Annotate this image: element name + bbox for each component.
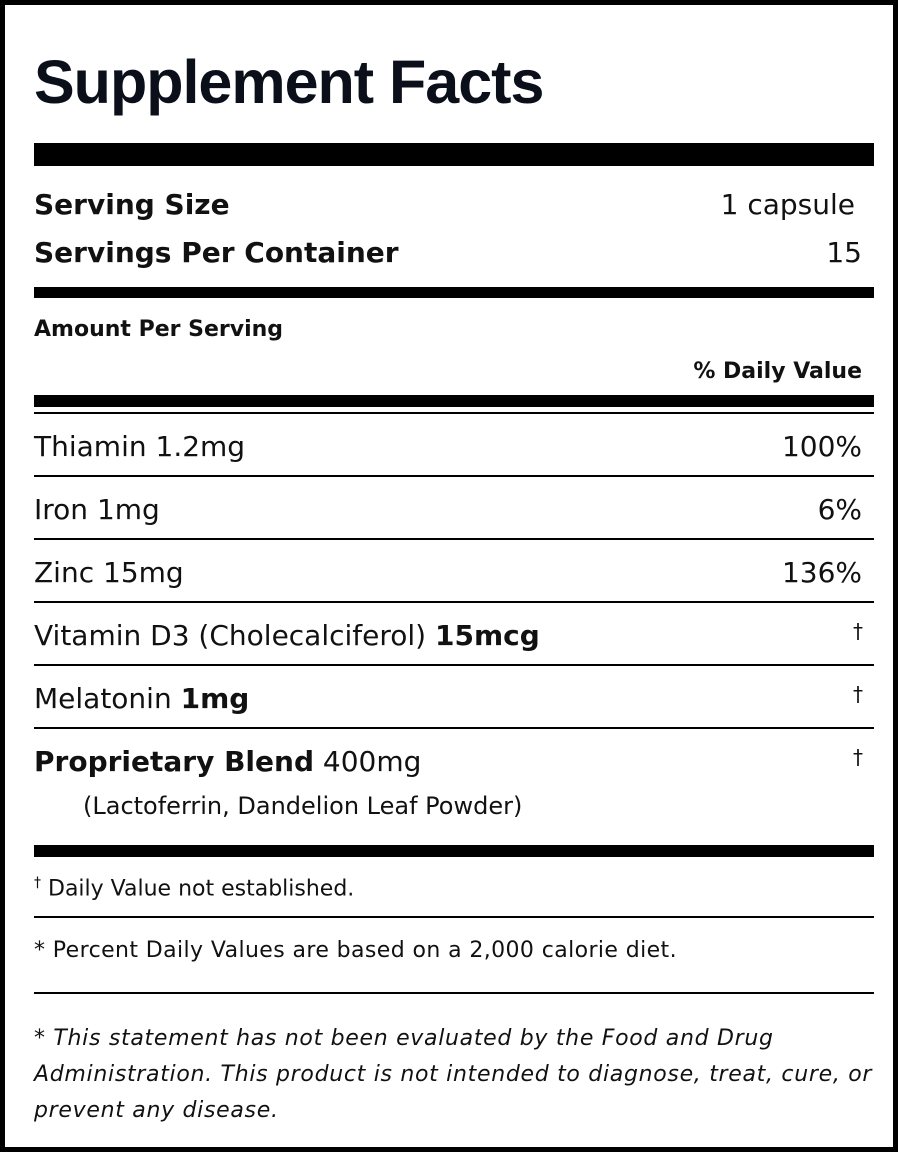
serving-size-label: Serving Size	[34, 188, 230, 221]
row-divider	[34, 475, 874, 477]
nutrient-amount: 1.2mg	[155, 430, 246, 463]
daily-value-header: % Daily Value	[693, 359, 862, 384]
row-divider	[34, 727, 874, 729]
nutrient-row-melatonin	[34, 682, 249, 715]
dagger-mark: †	[853, 682, 863, 706]
thick-divider	[34, 143, 874, 166]
blend-ingredients: (Lactoferrin, Dandelion Leaf Powder)	[83, 792, 523, 820]
row-divider	[34, 538, 874, 540]
nutrient-dv-iron: 6%	[817, 493, 862, 526]
nutrient-row-iron	[34, 493, 160, 526]
dagger-mark: †	[853, 619, 863, 643]
blend-row	[34, 745, 421, 778]
nutrient-amount: 15mcg	[435, 619, 540, 652]
nutrient-row-zinc	[34, 556, 184, 589]
nutrient-amount: 1mg	[180, 682, 250, 715]
header-divider	[34, 395, 874, 407]
servings-per-container-value: 15	[826, 236, 862, 269]
dagger-footnote-text: Daily Value not established.	[48, 876, 355, 902]
amount-per-serving: Amount Per Serving	[34, 317, 284, 342]
serving-size-value: 1 capsule	[720, 188, 855, 221]
nutrient-name: Melatonin	[34, 682, 172, 715]
medium-divider	[34, 287, 874, 298]
nutrient-row-vitamin-d3	[34, 619, 540, 652]
nutrient-name: Iron	[34, 493, 89, 526]
servings-per-container-label: Servings Per Container	[34, 236, 399, 269]
dagger-mark: †	[853, 745, 863, 769]
row-divider	[34, 601, 874, 603]
nutrient-name: Vitamin D3 (Cholecalciferol)	[34, 619, 427, 652]
panel-title: Supplement Facts	[34, 48, 544, 116]
nutrient-dv-zinc: 136%	[781, 556, 862, 589]
nutrient-dv-thiamin: 100%	[781, 430, 862, 463]
footnote-divider	[34, 916, 874, 918]
blend-name: Proprietary Blend	[34, 745, 314, 778]
nutrient-name: Zinc	[34, 556, 95, 589]
footer-divider	[34, 845, 874, 857]
thin-divider	[34, 412, 874, 414]
dagger-footnote	[34, 875, 354, 901]
fda-disclaimer: * This statement has not been evaluated by the Food and Drug Administration. This product is not intended to diagnose, treat, cure, or prevent any disease.	[34, 1026, 873, 1123]
dagger-symbol: †	[34, 875, 41, 891]
nutrient-amount: 1mg	[96, 493, 160, 526]
percent-dv-footnote: * Percent Daily Values are based on a 2,000 calorie diet.	[34, 938, 677, 963]
blend-amount: 400mg	[322, 745, 422, 778]
nutrient-name: Thiamin	[34, 430, 147, 463]
disclaimer-divider	[34, 992, 874, 994]
row-divider	[34, 664, 874, 666]
nutrient-row-thiamin	[34, 430, 245, 463]
nutrient-amount: 15mg	[103, 556, 184, 589]
